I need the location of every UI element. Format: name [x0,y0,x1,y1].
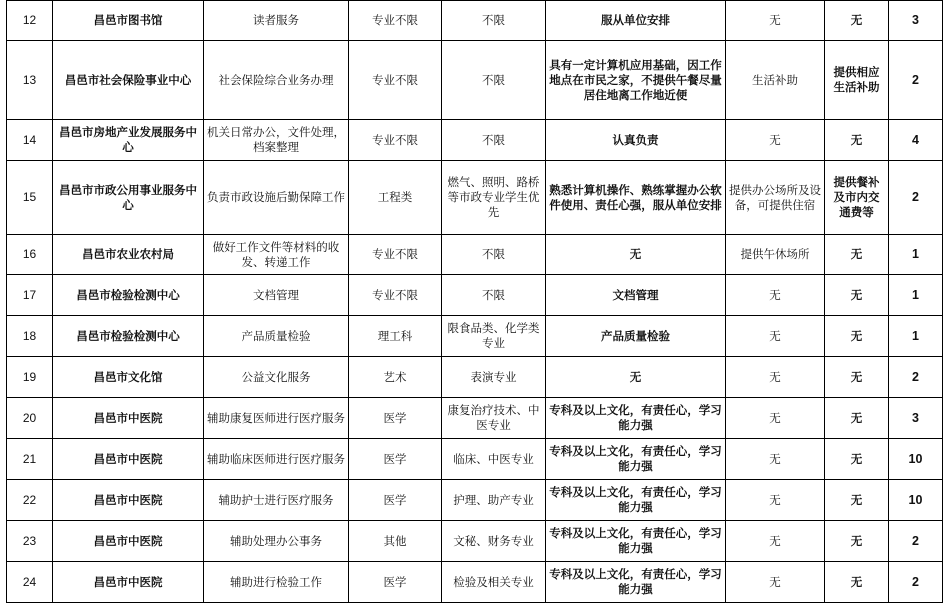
headcount-cell: 4 [889,120,943,161]
requirement-cell: 临床、中医专业 [442,439,546,480]
other-requirement-cell: 专科及以上文化，有责任心，学习能力强 [546,439,726,480]
table-row [7,316,943,357]
extra-benefit-cell: 无 [825,439,889,480]
other-requirement-cell: 专科及以上文化，有责任心，学习能力强 [546,562,726,603]
row-number-cell: 18 [7,316,53,357]
positions-table [6,0,943,603]
row-number-cell: 21 [7,439,53,480]
benefit-cell: 无 [726,275,825,316]
benefit-cell: 无 [726,521,825,562]
table-row [7,439,943,480]
other-requirement-cell: 专科及以上文化，有责任心，学习能力强 [546,398,726,439]
headcount-cell: 2 [889,357,943,398]
requirement-cell: 燃气、照明、路桥等市政专业学生优先 [442,161,546,235]
job-duty-cell: 负责市政设施后勤保障工作 [204,161,349,235]
benefit-cell: 无 [726,316,825,357]
major-cell: 医学 [349,439,442,480]
unit-name-cell: 昌邑市中医院 [53,480,204,521]
unit-name-cell: 昌邑市中医院 [53,439,204,480]
requirement-cell: 康复治疗技术、中医专业 [442,398,546,439]
job-duty-cell: 辅助护士进行医疗服务 [204,480,349,521]
benefit-cell: 无 [726,439,825,480]
requirement-cell: 护理、助产专业 [442,480,546,521]
row-number-cell: 17 [7,275,53,316]
benefit-cell: 无 [726,1,825,41]
major-cell: 其他 [349,521,442,562]
job-duty-cell: 辅助康复医师进行医疗服务 [204,398,349,439]
job-duty-cell: 机关日常办公，文件处理，档案整理 [204,120,349,161]
job-duty-cell: 社会保险综合业务办理 [204,41,349,120]
row-number-cell: 20 [7,398,53,439]
benefit-cell: 无 [726,480,825,521]
table-row [7,398,943,439]
major-cell: 工程类 [349,161,442,235]
row-number-cell: 15 [7,161,53,235]
requirement-cell: 检验及相关专业 [442,562,546,603]
extra-benefit-cell: 无 [825,521,889,562]
unit-name-cell: 昌邑市检验检测中心 [53,275,204,316]
unit-name-cell: 昌邑市市政公用事业服务中心 [53,161,204,235]
other-requirement-cell: 专科及以上文化，有责任心，学习能力强 [546,480,726,521]
requirement-cell: 限食品类、化学类专业 [442,316,546,357]
requirement-cell: 不限 [442,275,546,316]
other-requirement-cell: 认真负责 [546,120,726,161]
benefit-cell: 无 [726,398,825,439]
job-duty-cell: 产品质量检验 [204,316,349,357]
row-number-cell: 23 [7,521,53,562]
major-cell: 专业不限 [349,1,442,41]
benefit-cell: 无 [726,562,825,603]
major-cell: 专业不限 [349,235,442,275]
table-row [7,120,943,161]
table-row [7,161,943,235]
major-cell: 医学 [349,480,442,521]
extra-benefit-cell: 无 [825,480,889,521]
headcount-cell: 1 [889,316,943,357]
table-body [7,1,943,603]
unit-name-cell: 昌邑市农业农村局 [53,235,204,275]
table-row [7,235,943,275]
major-cell: 专业不限 [349,41,442,120]
row-number-cell: 24 [7,562,53,603]
job-duty-cell: 文档管理 [204,275,349,316]
requirement-cell: 不限 [442,1,546,41]
extra-benefit-cell: 无 [825,398,889,439]
table-row [7,357,943,398]
requirement-cell: 不限 [442,120,546,161]
headcount-cell: 3 [889,398,943,439]
row-number-cell: 22 [7,480,53,521]
major-cell: 理工科 [349,316,442,357]
requirement-cell: 文秘、财务专业 [442,521,546,562]
job-duty-cell: 做好工作文件等材料的收发、转递工作 [204,235,349,275]
headcount-cell: 2 [889,161,943,235]
requirement-cell: 不限 [442,235,546,275]
table-row [7,41,943,120]
headcount-cell: 10 [889,439,943,480]
extra-benefit-cell: 无 [825,316,889,357]
requirement-cell: 不限 [442,41,546,120]
headcount-cell: 2 [889,521,943,562]
table-row [7,275,943,316]
row-number-cell: 13 [7,41,53,120]
other-requirement-cell: 无 [546,235,726,275]
other-requirement-cell: 无 [546,357,726,398]
positions-table-sheet [6,0,942,603]
unit-name-cell: 昌邑市图书馆 [53,1,204,41]
other-requirement-cell: 文档管理 [546,275,726,316]
headcount-cell: 2 [889,41,943,120]
headcount-cell: 2 [889,562,943,603]
row-number-cell: 16 [7,235,53,275]
major-cell: 医学 [349,562,442,603]
unit-name-cell: 昌邑市检验检测中心 [53,316,204,357]
row-number-cell: 19 [7,357,53,398]
benefit-cell: 提供办公场所及设备，可提供住宿 [726,161,825,235]
extra-benefit-cell: 无 [825,1,889,41]
other-requirement-cell: 服从单位安排 [546,1,726,41]
major-cell: 医学 [349,398,442,439]
requirement-cell: 表演专业 [442,357,546,398]
unit-name-cell: 昌邑市中医院 [53,521,204,562]
other-requirement-cell: 熟悉计算机操作、熟练掌握办公软件使用、责任心强，服从单位安排 [546,161,726,235]
major-cell: 专业不限 [349,275,442,316]
headcount-cell: 1 [889,235,943,275]
extra-benefit-cell: 无 [825,562,889,603]
other-requirement-cell: 专科及以上文化，有责任心，学习能力强 [546,521,726,562]
benefit-cell: 生活补助 [726,41,825,120]
row-number-cell: 14 [7,120,53,161]
extra-benefit-cell: 无 [825,235,889,275]
unit-name-cell: 昌邑市中医院 [53,562,204,603]
table-row [7,562,943,603]
unit-name-cell: 昌邑市中医院 [53,398,204,439]
unit-name-cell: 昌邑市房地产业发展服务中心 [53,120,204,161]
job-duty-cell: 公益文化服务 [204,357,349,398]
table-row [7,1,943,41]
major-cell: 专业不限 [349,120,442,161]
job-duty-cell: 辅助进行检验工作 [204,562,349,603]
headcount-cell: 10 [889,480,943,521]
headcount-cell: 1 [889,275,943,316]
benefit-cell: 无 [726,120,825,161]
extra-benefit-cell: 提供餐补及市内交通费等 [825,161,889,235]
row-number-cell: 12 [7,1,53,41]
job-duty-cell: 读者服务 [204,1,349,41]
table-row [7,480,943,521]
headcount-cell: 3 [889,1,943,41]
extra-benefit-cell: 无 [825,120,889,161]
other-requirement-cell: 产品质量检验 [546,316,726,357]
table-row [7,521,943,562]
extra-benefit-cell: 无 [825,357,889,398]
extra-benefit-cell: 无 [825,275,889,316]
job-duty-cell: 辅助处理办公事务 [204,521,349,562]
unit-name-cell: 昌邑市文化馆 [53,357,204,398]
benefit-cell: 提供午休场所 [726,235,825,275]
extra-benefit-cell: 提供相应生活补助 [825,41,889,120]
benefit-cell: 无 [726,357,825,398]
other-requirement-cell: 具有一定计算机应用基础，因工作地点在市民之家，不提供午餐尽量居住地离工作地近便 [546,41,726,120]
job-duty-cell: 辅助临床医师进行医疗服务 [204,439,349,480]
unit-name-cell: 昌邑市社会保险事业中心 [53,41,204,120]
major-cell: 艺术 [349,357,442,398]
